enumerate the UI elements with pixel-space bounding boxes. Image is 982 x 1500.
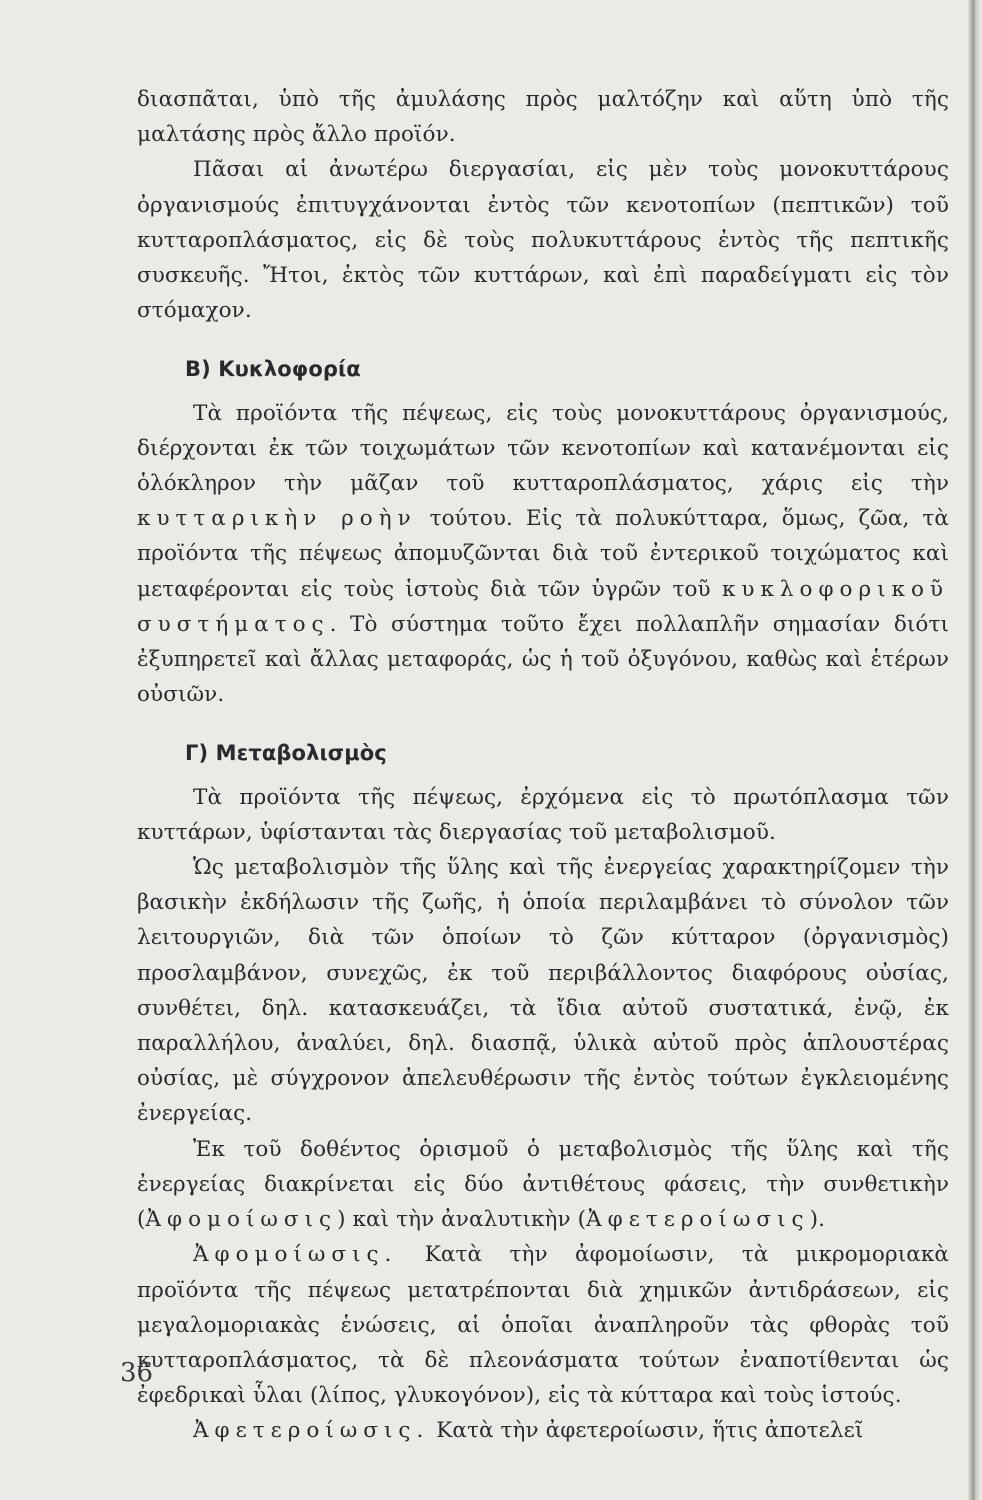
spaced-term: Ἀφομοίωσις: [145, 1207, 338, 1233]
spaced-term: κυκλοφορικοῦ συστήματος: [137, 576, 949, 637]
spaced-term: Ἀφετεροίωσις.: [193, 1418, 430, 1444]
paragraph: Ἀφομοίωσις. Κατὰ τὴν ἀφομοίωσιν, τὰ μικρομοριακὰ προϊόντα τῆς πέψεως μετατρέπονται διὰ χημικῶν ἀντιδράσεων, εἰς μεγαλομοριακὰς ἑνώσεις, αἱ ὁποῖαι ἀναπληροῦν τὰς φθορὰς τοῦ κυτταροπλάσματος, τὰ δὲ πλεονάσματα τούτων ἐναποτίθενται ὡς ἐφεδρικαὶ ὗλαι (λίπος, γλυκογόνον), εἰς τὰ κύτταρα καὶ τοὺς ἱστούς.: [137, 1242, 949, 1409]
paragraph: Ὡς μεταβολισμὸν τῆς ὕλης καὶ τῆς ἐνεργείας χαρακτηρίζομεν τὴν βασικὴν ἐκδήλωσιν τῆς ζωῆς, ἡ ὁποία περιλαμβάνει τὸ σύνολον τῶν λειτουργιῶν, διὰ τῶν ὁποίων τὸ ζῶν κύτταρον (ὀργανισμὸς) προσλαμβάνον, συνεχῶς, ἐκ τοῦ περιβάλλοντος διαφόρους οὐσίας, συνθέτει, δηλ. κατασκευάζει, τὰ ἴδια αὐτοῦ συστατικά, ἐνῷ, ἐκ παραλλήλου, ἀναλύει, δηλ. διασπᾷ, ὑλικὰ αὐτοῦ πρὸς ἁπλουστέρας οὐσίας, μὲ σύγχρονον ἀπελευθέρωσιν τῆς ἐντὸς τούτων ἐγκλειομένης ἐνεργείας.: [137, 855, 949, 1127]
page-edge: [968, 0, 982, 1500]
spaced-term: κυτταρικὴν ροὴν: [137, 506, 417, 532]
page-body: [137, 82, 949, 1449]
spaced-term: Ἀφετεροίωσις: [586, 1207, 810, 1233]
paragraph: Ἀφετεροίωσις. Κατὰ τὴν ἀφετεροίωσιν, ἥτις ἀποτελεῖ: [193, 1418, 864, 1444]
section-heading-kykloforia: Β) Κυκλοφορία: [185, 357, 361, 382]
page-number: 36: [120, 1358, 154, 1388]
paragraph: Ἐκ τοῦ δοθέντος ὁρισμοῦ ὁ μεταβολισμὸς τῆς ὕλης καὶ τῆς ἐνεργείας διακρίνεται εἰς δύο ἀντιθέτους φάσεις, τὴν συνθετικὴν (Ἀφομοίωσις) καὶ τὴν ἀναλυτικὴν (Ἀφετεροίωσις).: [137, 1136, 949, 1233]
paragraph: Τὰ προϊόντα τῆς πέψεως, ἐρχόμενα εἰς τὸ πρωτόπλασμα τῶν κυττάρων, ὑφίστανται τὰς διεργασίας τοῦ μεταβολισμοῦ.: [137, 784, 949, 845]
paragraph: διασπᾶται, ὑπὸ τῆς ἀμυλάσης πρὸς μαλτόζην καὶ αὕτη ὑπὸ τῆς μαλτάσης πρὸς ἄλλο προϊόν.: [137, 87, 949, 148]
paragraph: Πᾶσαι αἱ ἀνωτέρω διεργασίαι, εἰς μὲν τοὺς μονοκυττάρους ὀργανισμούς ἐπιτυγχάνονται ἐντὸς τῶν κενοτοπίων (πεπτικῶν) τοῦ κυτταροπλάσματος, εἰς δὲ τοὺς πολυκυττάρους ἐντὸς τῆς πεπτικῆς συσκευῆς. Ἤτοι, ἐκτὸς τῶν κυττάρων, καὶ ἐπὶ παραδείγματι εἰς τὸν στόμαχον.: [137, 157, 949, 324]
section-heading-metavolismos: Γ) Μεταβολισμὸς: [185, 741, 387, 766]
spaced-term: Ἀφομοίωσις.: [193, 1242, 398, 1268]
paragraph: Τὰ προϊόντα τῆς πέψεως, εἰς τοὺς μονοκυττάρους ὀργανισμούς, διέρχονται ἐκ τῶν τοιχωμάτων τῶν κενοτοπίων καὶ κατανέμονται εἰς ὁλόκληρον τὴν μᾶζαν τοῦ κυτταροπλάσματος, χάρις εἰς τὴν κυτταρικὴν ροὴν τούτου. Εἰς τὰ πολυκύτταρα, ὅμως, ζῶα, τὰ προϊόντα τῆς πέψεως ἀπομυζῶνται διὰ τοῦ ἐντερικοῦ τοιχώματος καὶ μεταφέρονται εἰς τοὺς ἱστοὺς διὰ τῶν ὑγρῶν τοῦ κυκλοφορικοῦ συστήματος. Τὸ σύστημα τοῦτο ἔχει πολλαπλῆν σημασίαν διότι ἐξυπηρετεῖ καὶ ἄλλας μεταφοράς, ὡς ἡ τοῦ ὀξυγόνου, καθὼς καὶ ἑτέρων οὐσιῶν.: [137, 400, 949, 708]
